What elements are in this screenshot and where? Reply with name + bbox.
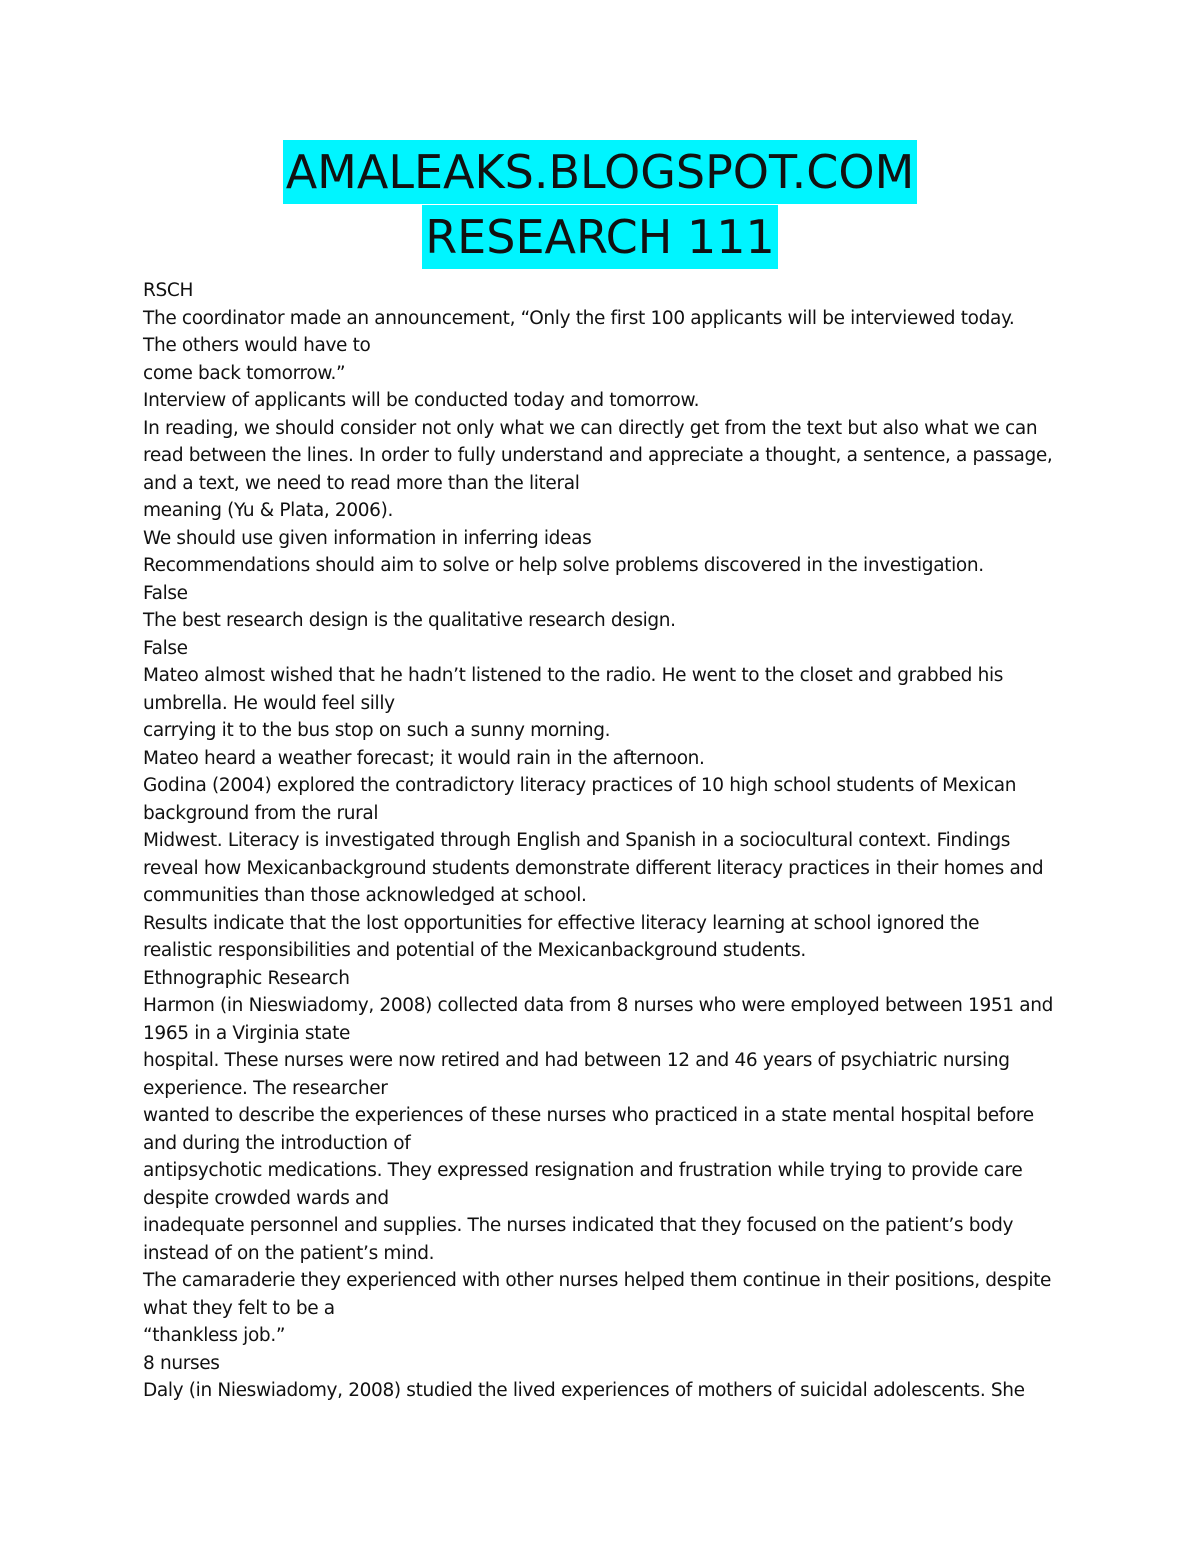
site-title: AMALEAKS.BLOGSPOT.COM [283,140,918,204]
course-title: RESEARCH 111 [422,205,778,269]
text-line: Recommendations should aim to solve or help solve problems discovered in the investigation. [143,555,984,576]
text-line: meaning (Yu & Plata, 2006). [143,500,393,521]
text-line: hospital. These nurses were now retired and had between 12 and 46 years of psychiatric nursing [143,1050,1010,1071]
text-line: Godina (2004) explored the contradictory literacy practices of 10 high school students of Mexican [143,775,1017,796]
text-line: The best research design is the qualitative research design. [143,610,676,631]
text-line: Daly (in Nieswiadomy, 2008) studied the lived experiences of mothers of suicidal adolescents. She [143,1380,1025,1401]
text-line: False [143,637,188,659]
text-line: and a text, we need to read more than the literal [143,472,580,494]
header [0,140,1200,269]
text-line: “thankless job.” [143,1325,286,1346]
text-line: Harmon (in Nieswiadomy, 2008) collected data from 8 nurses who were employed between 1951 and [143,995,1054,1016]
text-line: 8 nurses [143,1352,220,1374]
text-line: Ethnographic Research [143,967,350,989]
text-line: carrying it to the bus stop on such a sunny morning. [143,720,611,741]
text-line: The camaraderie they experienced with other nurses helped them continue in their positions, despite [143,1270,1052,1291]
text-line: wanted to describe the experiences of these nurses who practiced in a state mental hospital before [143,1105,1034,1126]
text-line: realistic responsibilities and potential of the Mexicanbackground students. [143,940,806,961]
text-line: instead of on the patient’s mind. [143,1242,435,1264]
text-line: and during the introduction of [143,1132,411,1154]
text-line: come back tomorrow.” [143,362,346,384]
text-line: The coordinator made an announcement, “Only the first 100 applicants will be interviewed today. [143,307,1015,329]
text-line: reveal how Mexicanbackground students demonstrate different literacy practices in their homes and [143,857,1044,879]
text-line: Mateo almost wished that he hadn’t listened to the radio. He went to the closet and grabbed his [143,665,1004,686]
text-line: despite crowded wards and [143,1187,389,1209]
text-line: RSCH [143,280,194,301]
text-line: In reading, we should consider not only what we can directly get from the text but also what we can [143,417,1038,439]
text-line: inadequate personnel and supplies. The nurses indicated that they focused on the patient’s body [143,1215,1014,1236]
text-line: Interview of applicants will be conducted today and tomorrow. [143,390,700,411]
text-line: read between the lines. In order to fully understand and appreciate a thought, a sentence, a passage, [143,445,1053,466]
text-line: 1965 in a Virginia state [143,1022,351,1044]
text-line: experience. The researcher [143,1077,388,1099]
text-line: background from the rural [143,802,379,824]
text-line: Midwest. Literacy is investigated through English and Spanish in a sociocultural context. Findings [143,830,1010,851]
text-line: Mateo heard a weather forecast; it would rain in the afternoon. [143,747,705,769]
text-line: antipsychotic medications. They expressed resignation and frustration while trying to provide care [143,1160,1023,1181]
text-line: Results indicate that the lost opportunities for effective literacy learning at school ignored the [143,912,980,934]
text-line: communities than those acknowledged at school. [143,885,587,906]
document-body [143,277,1068,1405]
text-line: what they felt to be a [143,1297,335,1319]
text-line: The others would have to [143,335,371,356]
text-line: We should use given information in inferring ideas [143,527,592,549]
text-line: umbrella. He would feel silly [143,692,395,714]
text-line: False [143,582,188,604]
